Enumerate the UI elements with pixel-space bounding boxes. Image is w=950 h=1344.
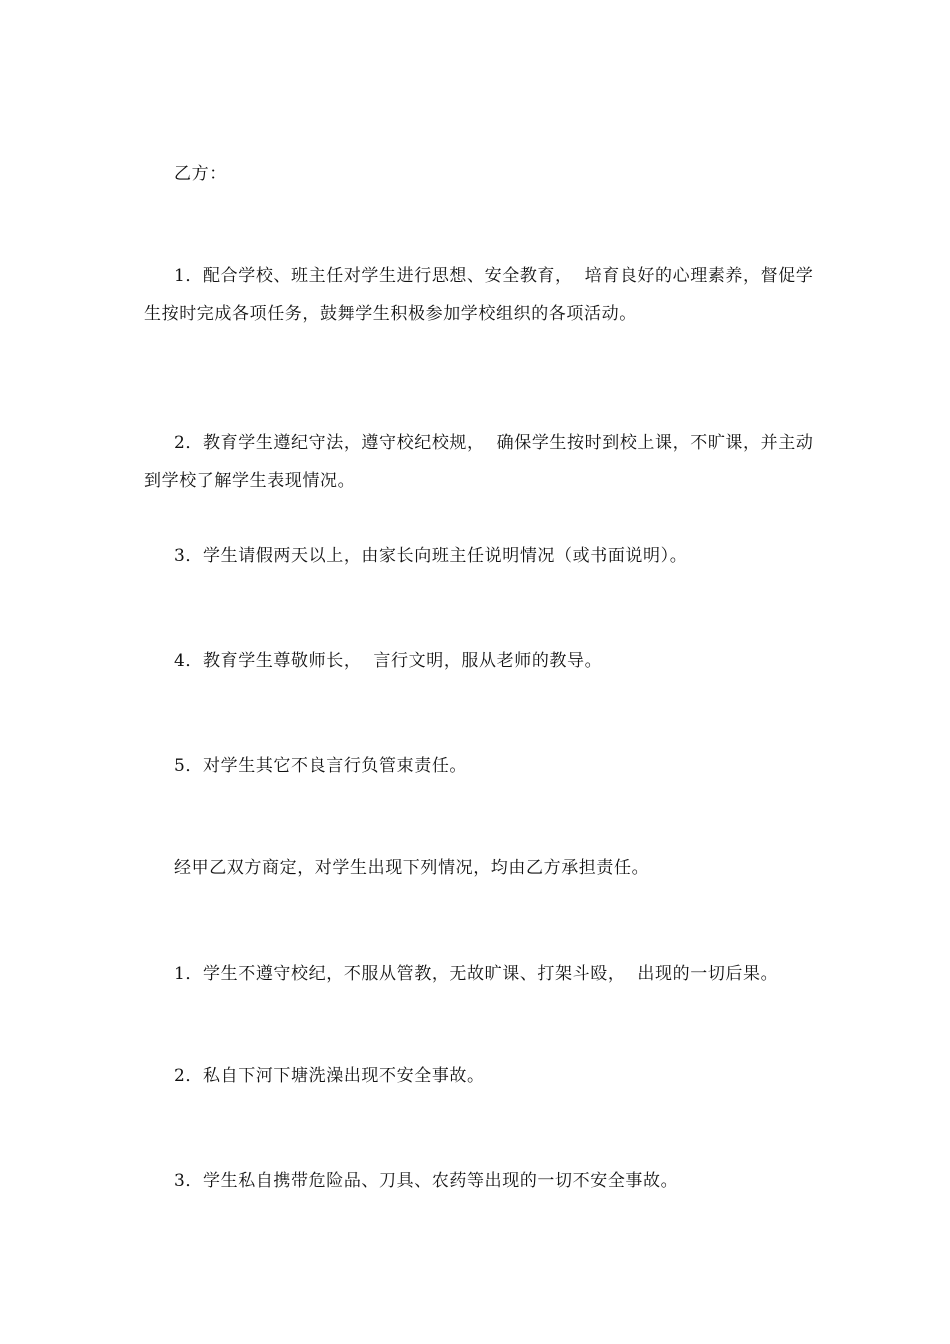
duty-item-2: 2．教育学生遵纪守法，遵守校纪校规， 确保学生按时到校上课，不旷课，并主动到学校了解学生表现情况。 <box>144 433 814 491</box>
agreement-intro: 经甲乙双方商定，对学生出现下列情况，均由乙方承担责任。 <box>174 858 650 878</box>
liability-item-2: 2．私自下河下塘洗澡出现不安全事故。 <box>174 1066 485 1086</box>
party-b-heading: 乙方： <box>174 164 227 184</box>
liability-item-1: 1．学生不遵守校纪，不服从管教，无故旷课、打架斗殴， 出现的一切后果。 <box>174 964 779 984</box>
duty-item-1: 1．配合学校、班主任对学生进行思想、安全教育， 培育良好的心理素养，督促学生按时完成各项任务，鼓舞学生积极参加学校组织的各项活动。 <box>144 266 814 324</box>
liability-item-3: 3．学生私自携带危险品、刀具、农药等出现的一切不安全事故。 <box>174 1171 679 1191</box>
duty-item-5: 5．对学生其它不良言行负管束责任。 <box>174 756 468 776</box>
duty-item-3: 3．学生请假两天以上，由家长向班主任说明情况（或书面说明）。 <box>174 546 688 566</box>
duty-item-4: 4．教育学生尊敬师长， 言行文明，服从老师的教导。 <box>174 651 603 671</box>
